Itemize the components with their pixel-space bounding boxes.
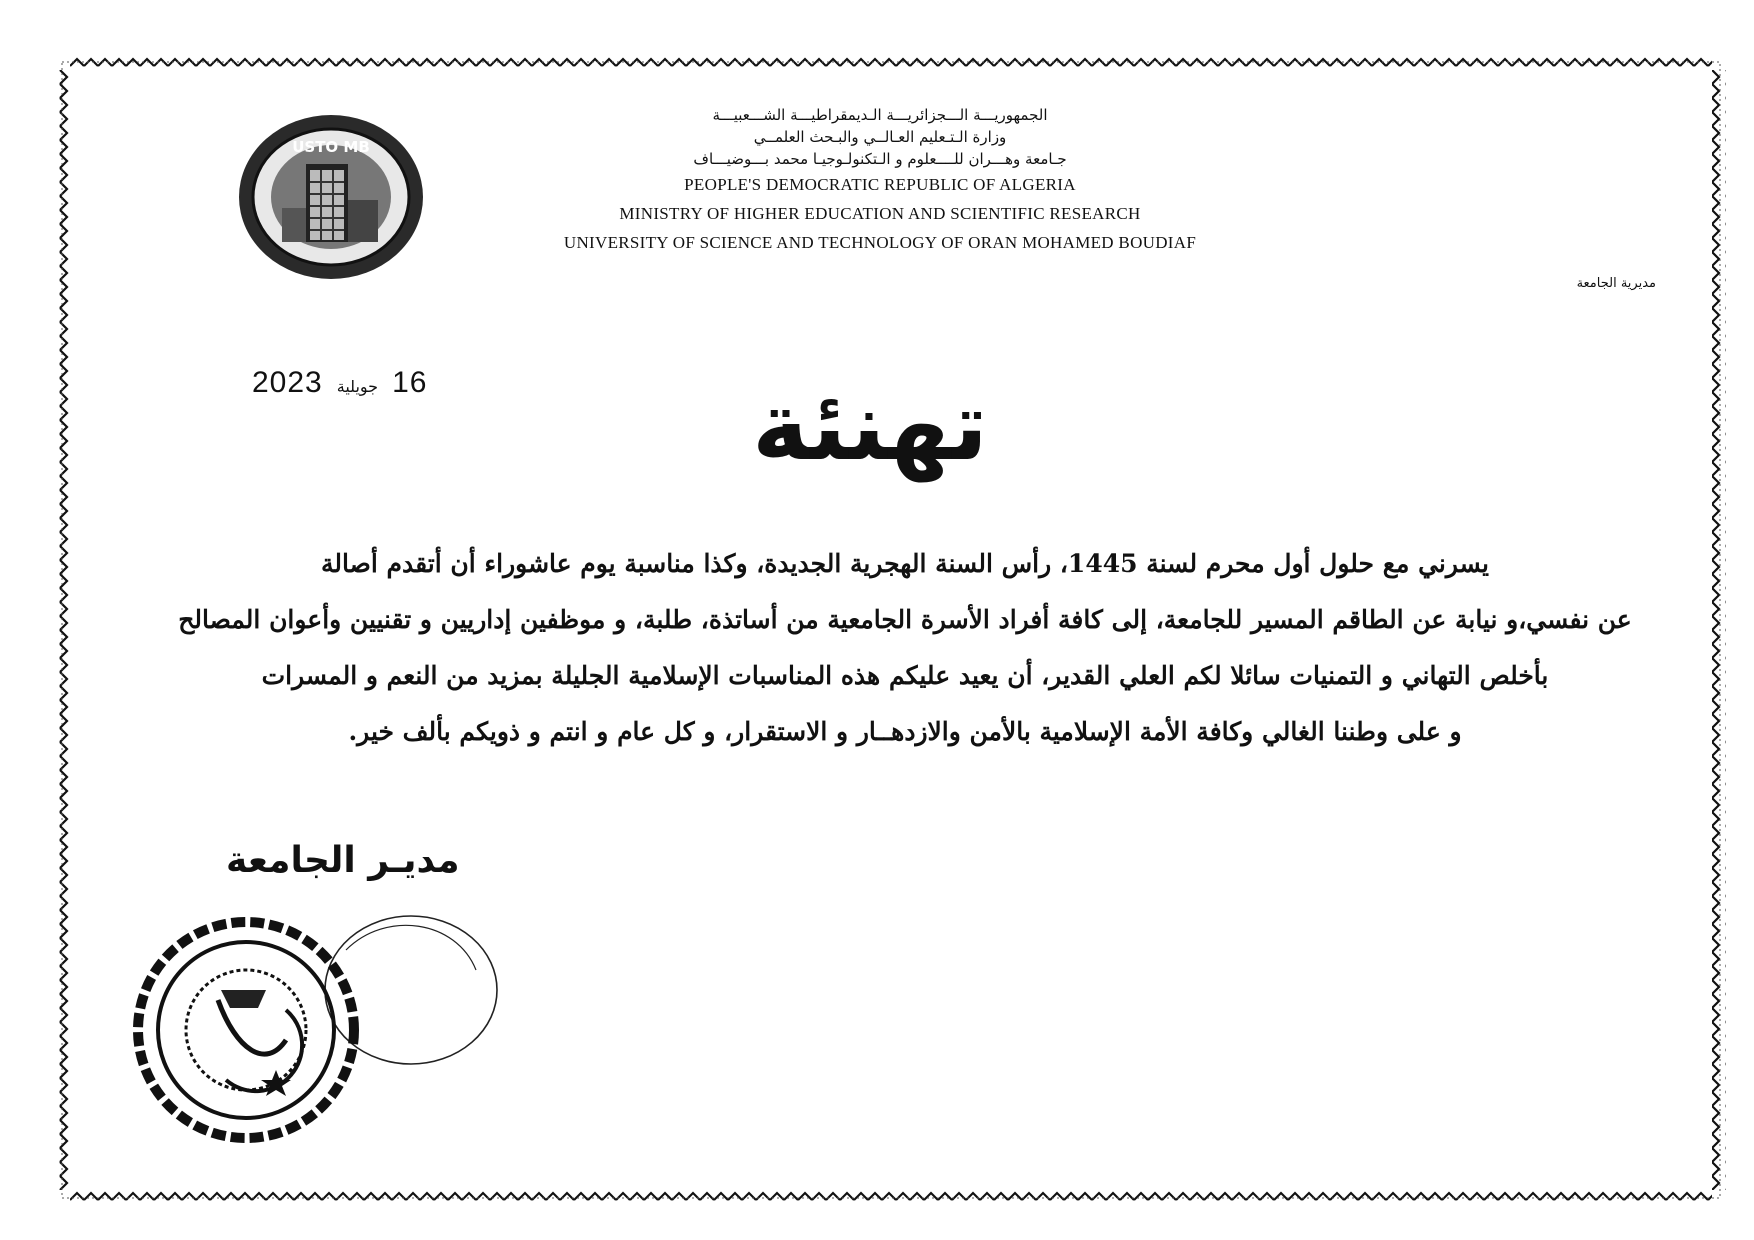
- university-logo: [236, 112, 426, 282]
- body-line-2: عن نفسي،و نيابة عن الطاقم المسير للجامعة، إلى كافة أفراد الأسرة الجامعية من أساتذة، طلبة، و موظفين إداريين و تقنيين وأعوان المصالح: [178, 605, 1632, 634]
- header-ar-republic: الجمهوريـــة الـــجزائريـــة الـديمقراطيـــة الشـــعبيـــة: [712, 106, 1048, 124]
- logo-abbrev: USTO MB: [292, 138, 370, 156]
- signer-title: مديـر الجامعة: [226, 840, 460, 881]
- date-month: جويلية: [336, 377, 379, 396]
- header-en-republic: PEOPLE'S DEMOCRATIC REPUBLIC OF ALGERIA: [684, 175, 1076, 194]
- header-ar-university: جـامعة وهـــران للــــعلوم و الـتكنولـوجيـا محمد بـــوضيـــاف: [693, 150, 1067, 168]
- letter-date: [252, 366, 427, 400]
- signature-stroke: [346, 925, 476, 970]
- body-line-1: يسرني مع حلول أول محرم لسنة 1445، رأس السنة الهجرية الجديدة، وكذا مناسبة يوم عاشوراء أن أتقدم أصالة: [321, 549, 1489, 578]
- document-title: تهنئة: [751, 370, 988, 482]
- body-line-4: و على وطننا الغالي وكافة الأمة الإسلامية بالأمن والازدهــار و الاستقرار، و كل عام و انتم و ذويكم بألف خير.: [348, 717, 1462, 746]
- date-year: 2023: [252, 366, 323, 399]
- letterhead: [470, 104, 1290, 257]
- date-day: 16: [392, 366, 428, 399]
- directorate-label: مديرية الجامعة: [1576, 276, 1656, 291]
- header-ar-ministry: وزارة الـتـعليم العـالــي والبـحث العلمــي: [753, 128, 1007, 146]
- header-en-university: UNIVERSITY OF SCIENCE AND TECHNOLOGY OF ORAN MOHAMED BOUDIAF: [563, 233, 1197, 252]
- official-stamp: [126, 880, 506, 1150]
- body-line-3: بأخلص التهاني و التمنيات سائلا لكم العلي القدير، أن يعيد عليكم هذه المناسبات الإسلامية الجليلة بمزيد من النعم و المسرات: [261, 661, 1549, 690]
- letter-body: [170, 536, 1640, 760]
- header-en-ministry: MINISTRY OF HIGHER EDUCATION AND SCIENTIFIC RESEARCH: [619, 204, 1141, 223]
